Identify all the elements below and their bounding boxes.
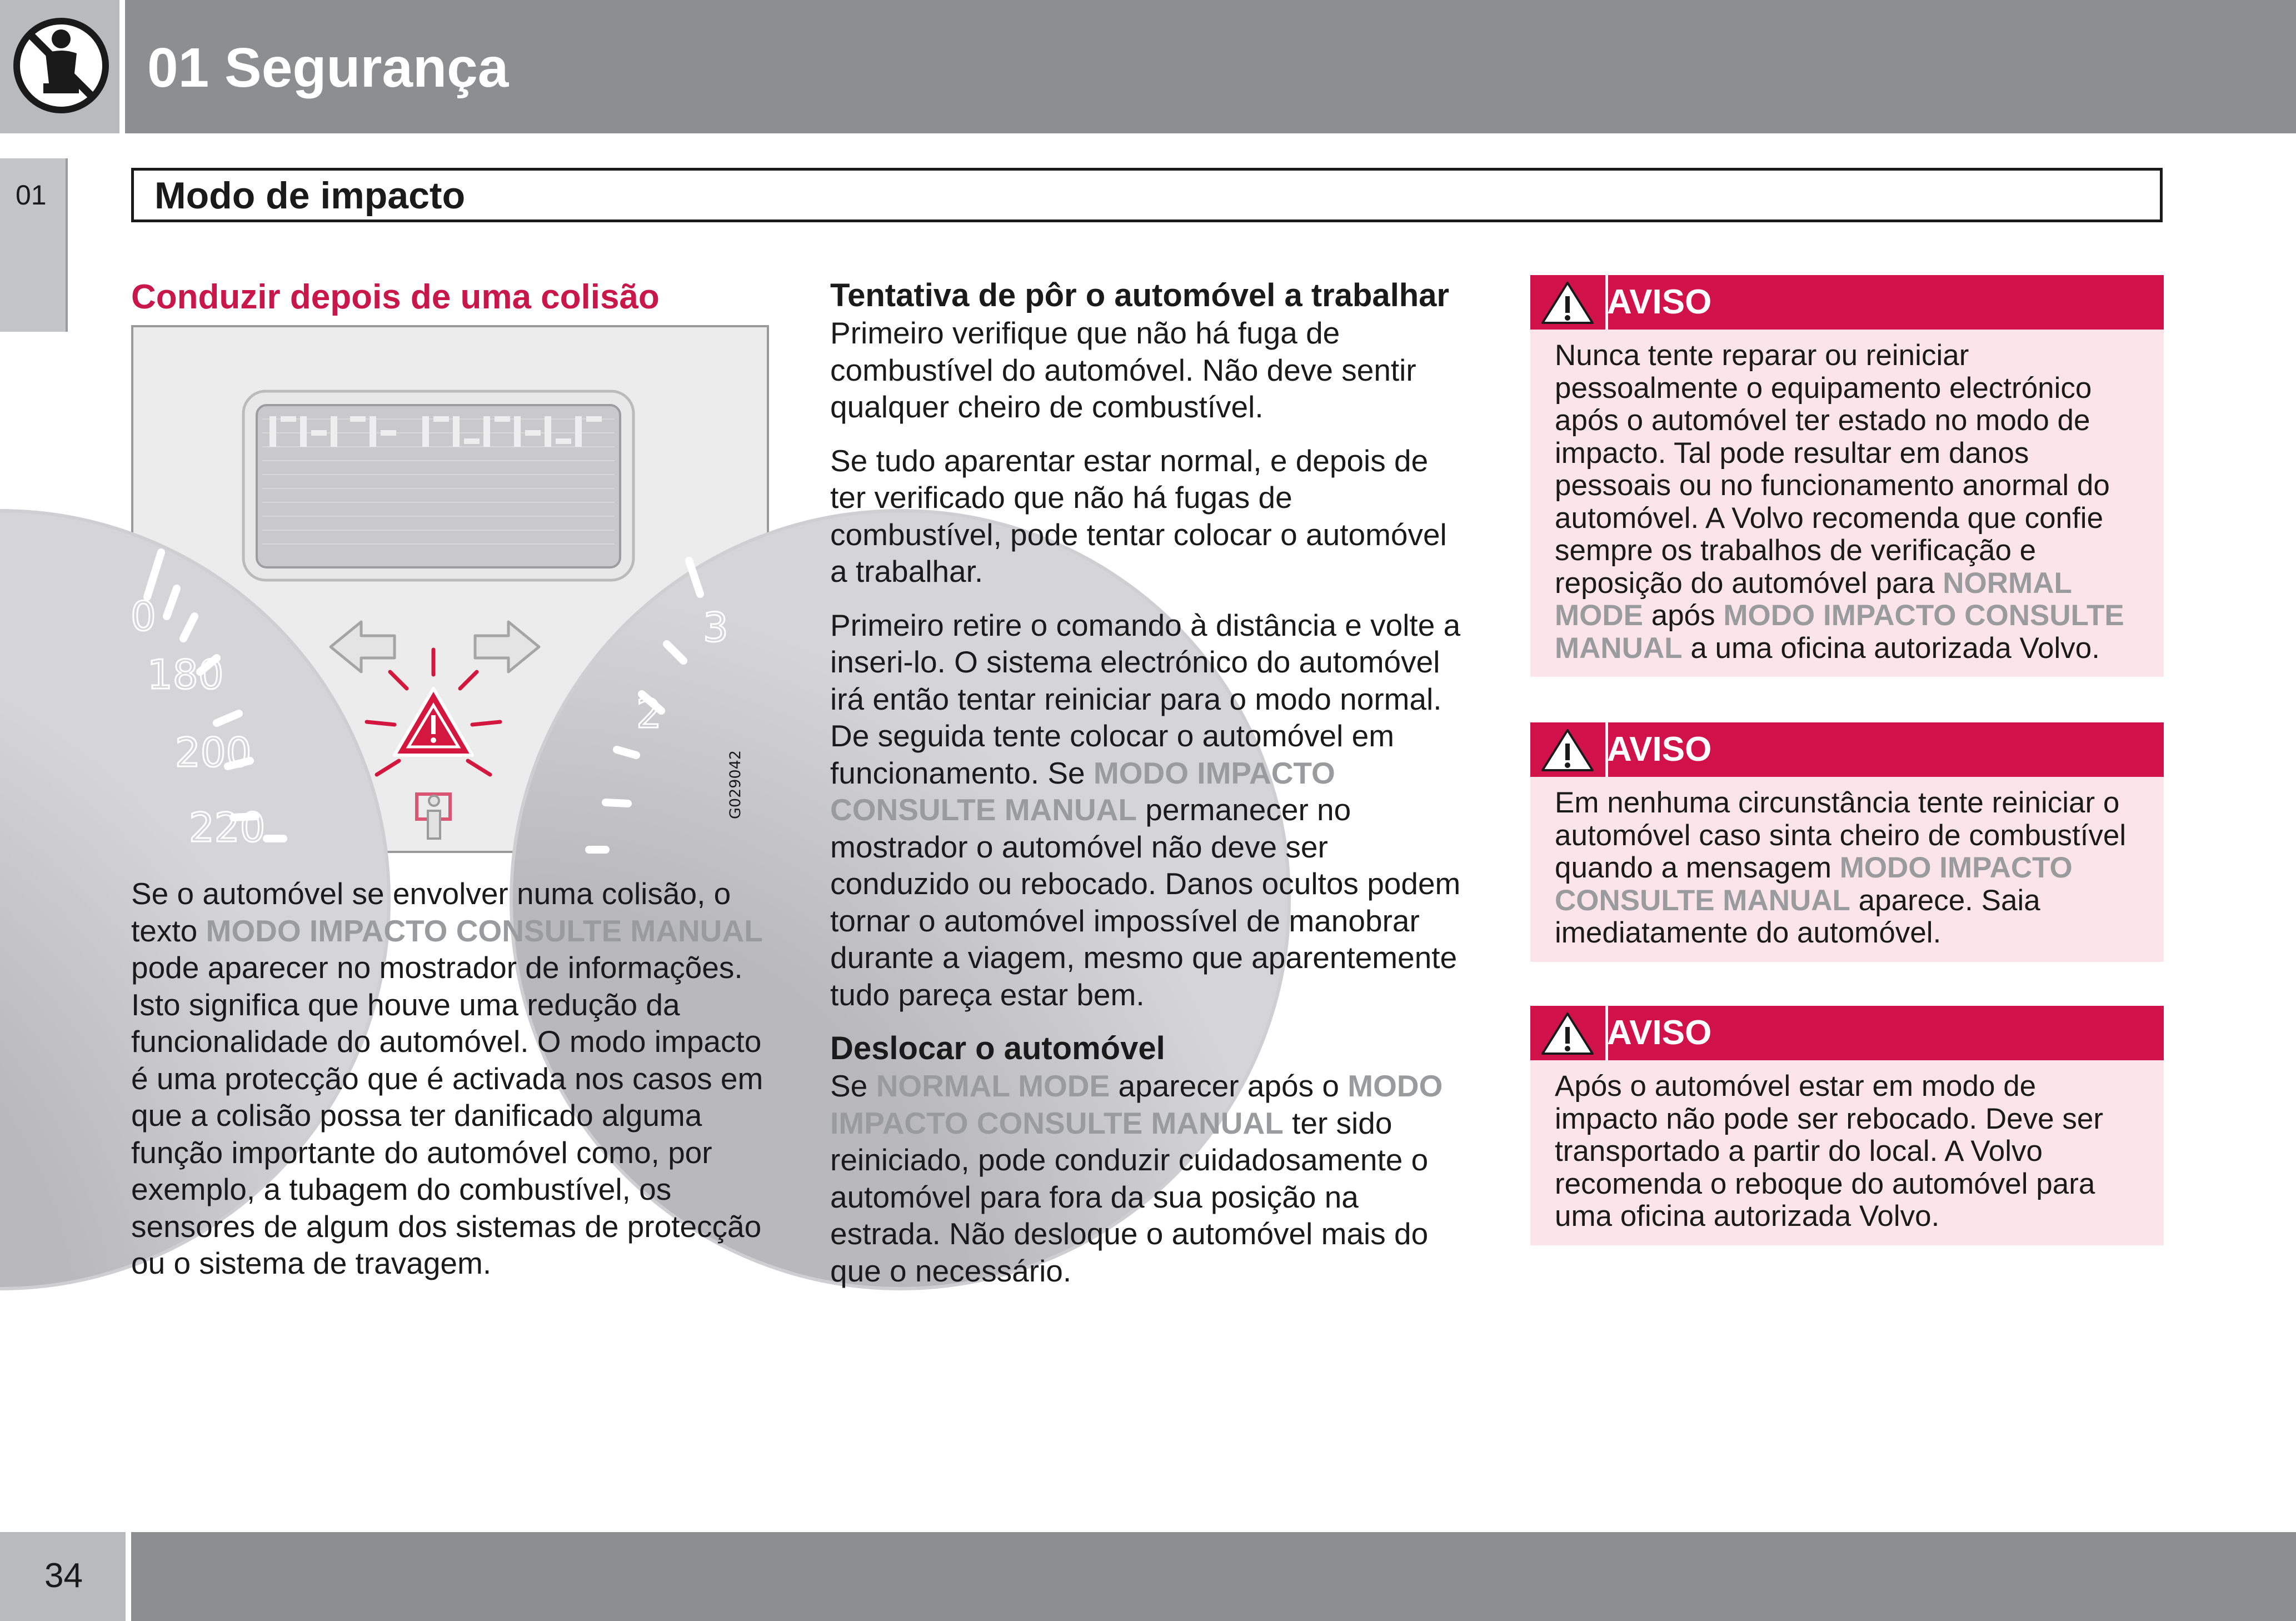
warning-triangle-icon xyxy=(1530,722,1605,777)
instrument-cluster-figure xyxy=(131,325,769,853)
section-title: Modo de impacto xyxy=(154,174,466,217)
emphasis-text: NORMAL MODE xyxy=(876,1069,1110,1103)
warning-text: Nunca tente reparar ou reiniciar pessoalmente o equipamento electrónico após o automóvel ter estado no modo de impacto. Tal pode resultar em danos pessoais ou no funcionamento anormal do automóvel. A Volvo recomenda que confie sempre os trabalhos de verificação e reposição do automóvel para NORMAL MODE após MODO IMPACTO CONSULTE MANUAL a uma oficina autorizada Volvo. xyxy=(1555,339,2124,665)
subheading-start-attempt: Tentativa de pôr o automóvel a trabalhar xyxy=(830,277,1450,313)
instrument-cluster-illustration xyxy=(133,327,767,851)
warning-header xyxy=(1530,722,2164,777)
figure-code: G029042 xyxy=(727,750,744,819)
scale-left-220: 220 xyxy=(189,804,266,851)
page-number: 34 xyxy=(44,1557,83,1595)
emphasis-text: MODO IMPACTO CONSULTE MANUAL xyxy=(830,755,1335,827)
column2-paragraph-2: Se tudo aparentar estar normal, e depois de ter verificado que não há fugas de combustível, pode tentar colocar o automóvel a trabalhar. xyxy=(830,443,1447,588)
chapter-icon-box xyxy=(0,0,125,133)
warning-label: AVISO xyxy=(1607,1014,1712,1052)
warning-triangle-icon xyxy=(1530,1006,1605,1060)
scale-left-0: 0 xyxy=(131,593,156,640)
warning-header xyxy=(1530,1006,2164,1060)
scale-left-200: 200 xyxy=(175,729,252,776)
scale-left-180: 180 xyxy=(147,651,224,698)
column2-paragraph-4: Se NORMAL MODE aparecer após o MODO IMPACTO CONSULTE MANUAL ter sido reiniciado, pode conduzir cuidadosamente o automóvel para fora da sua posição na estrada. Não desloque o automóvel mais do que o necessário. xyxy=(830,1069,1443,1288)
scale-right-3: 3 xyxy=(703,604,728,651)
emphasis-text: MODO IMPACTO CONSULTE MANUAL xyxy=(1555,599,2124,665)
warning-triangle-icon xyxy=(1530,275,1605,330)
warning-text: Em nenhuma circunstância tente reiniciar o automóvel caso sinta cheiro de combustível quando a mensagem MODO IMPACTO CONSULTE MANUAL aparece. Saia imediatamente do automóvel. xyxy=(1555,786,2127,949)
warning-box-2 xyxy=(1530,722,2164,962)
warning-box-1 xyxy=(1530,275,2164,677)
column2-paragraph-3: Primeiro retire o comando à distância e volte a inseri-lo. O sistema electrónico do automóvel irá então tentar reiniciar para o modo normal. De seguida tente colocar o automóvel em funcionamento. Se MODO IMPACTO CONSULTE MANUAL permanecer no mostrador o automóvel não deve ser conduzido ou rebocado. Danos ocultos podem tornar o automóvel impossível de manobrar durante a viagem, mesmo que aparentemente tudo pareça estar bem. xyxy=(830,607,1461,1012)
warning-box-3 xyxy=(1530,1006,2164,1245)
subheading-move-car: Deslocar o automóvel xyxy=(830,1030,1165,1066)
chapter-title: 01 Segurança xyxy=(147,37,509,99)
emphasis-text: MODO IMPACTO CONSULTE MANUAL xyxy=(206,913,763,948)
warning-label: AVISO xyxy=(1607,283,1712,321)
seatbelt-warning-icon xyxy=(0,0,119,133)
warning-text: Após o automóvel estar em modo de impacto não pode ser rebocado. Deve ser transportado a partir do local. A Volvo recomenda o reboque do automóvel para uma oficina autorizada Volvo. xyxy=(1555,1070,2103,1233)
scale-right-2: 2 xyxy=(636,690,662,737)
warning-label: AVISO xyxy=(1607,730,1712,769)
side-tab-label: 01 xyxy=(16,179,47,211)
warning-header xyxy=(1530,275,2164,330)
column2-body xyxy=(830,277,1469,1306)
emphasis-text: NORMAL MODE xyxy=(1555,566,2072,632)
emphasis-text: MODO IMPACTO CONSULTE MANUAL xyxy=(1555,851,2073,917)
column1-heading: Conduzir depois de uma colisão xyxy=(131,278,660,316)
emphasis-text: MODO IMPACTO CONSULTE MANUAL xyxy=(830,1069,1443,1140)
column2-paragraph-1: Primeiro verifique que não há fuga de combustível do automóvel. Não deve sentir qualquer cheiro de combustível. xyxy=(830,316,1416,424)
column1-paragraph: Se o automóvel se envolver numa colisão, o texto MODO IMPACTO CONSULTE MANUAL pode aparecer no mostrador de informações. Isto significa que houve uma redução da funcionalidade do automóvel. O modo impacto é uma protecção que é activada nos casos em que a colisão possa ter danificado alguma função importante do automóvel como, por exemplo, a tubagem do combustível, os sensores de algum dos sistemas de protecção ou o sistema de travagem. xyxy=(131,876,763,1280)
footer-band xyxy=(131,1532,2296,1621)
column1-body xyxy=(131,875,770,1299)
